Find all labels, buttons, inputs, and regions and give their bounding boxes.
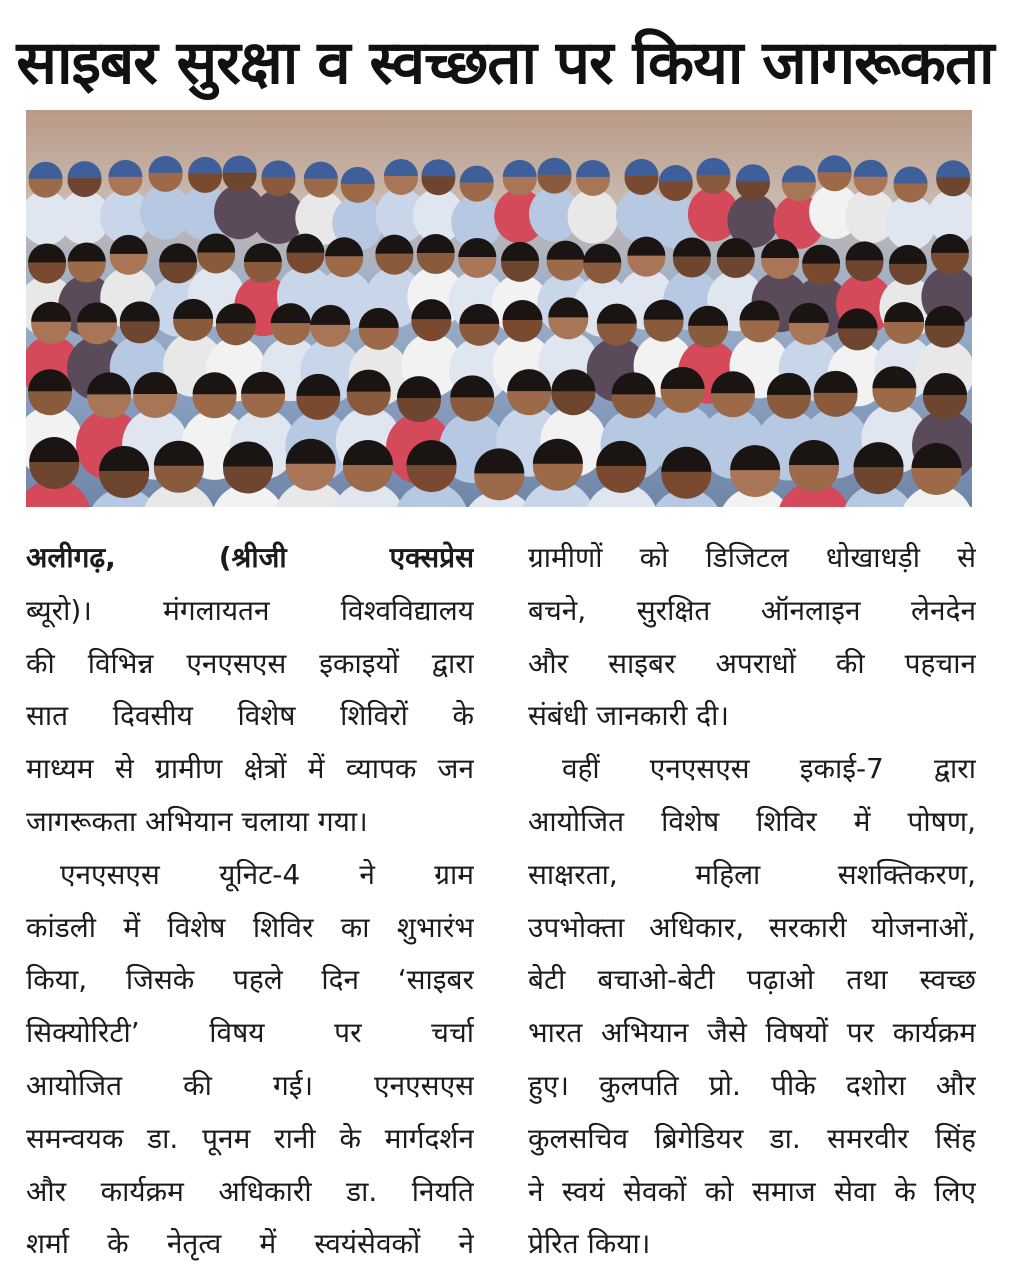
- article-line: अलीगढ़, (श्रीजी एक्सप्रेस: [26, 541, 474, 574]
- person-cap: [188, 157, 222, 174]
- person-hair: [159, 243, 197, 262]
- person-cap: [108, 160, 142, 177]
- article-line: प्रेरित किया।: [528, 1227, 651, 1261]
- article-line: जागरूकता अभियान चलाया गया।: [26, 804, 368, 838]
- article-line: भारत अभियान जैसे विषयों पर कार्यक्रम: [528, 1016, 976, 1050]
- person-hair: [244, 243, 282, 262]
- article-line: सिक्योरिटी’ विषय पर चर्चा: [26, 1016, 474, 1050]
- person-hair: [802, 245, 840, 264]
- article-line: वहीं एनएसएस इकाई-7 द्वारा: [562, 752, 976, 786]
- article-line: आयोजित विशेष शिविर में पोषण,: [528, 804, 976, 838]
- article-line: बचने, सुरक्षित ऑनलाइन लेनदेन: [528, 593, 976, 627]
- person-hair: [28, 243, 66, 262]
- person-hair: [845, 241, 883, 260]
- person-cap: [503, 160, 537, 177]
- article-line: की विभिन्न एनएसएस इकाइयों द्वारा: [26, 646, 474, 680]
- person-cap: [736, 164, 770, 181]
- person-cap: [625, 159, 659, 176]
- person-cap: [537, 158, 571, 175]
- article-line: कांडली में विशेष शिविर का शुभारंभ: [26, 910, 474, 944]
- article-line: और साइबर अपराधों की पहचान: [528, 646, 976, 680]
- person-cap: [304, 162, 338, 179]
- person-cap: [149, 156, 183, 173]
- article-line: कुलसचिव ब्रिगेडियर डा. समरवीर सिंह: [528, 1121, 976, 1155]
- article-line: एनएसएस यूनिट-4 ने ग्राम: [60, 857, 474, 891]
- person-cap: [421, 159, 455, 176]
- person-cap: [854, 160, 888, 177]
- article-line: सात दिवसीय विशेष शिविरों के: [26, 699, 474, 733]
- article-line: और कार्यक्रम अधिकारी डा. नियति: [26, 1174, 474, 1208]
- article-line: ने स्वयं सेवकों को समाज सेवा के लिए: [528, 1174, 976, 1208]
- person-hair: [501, 242, 539, 261]
- person-cap: [460, 166, 494, 183]
- person-cap: [696, 158, 730, 175]
- article-line: ग्रामीणों को डिजिटल धोखाधड़ी से: [528, 541, 976, 574]
- person-hair: [583, 244, 621, 263]
- headline: साइबर सुरक्षा व स्वच्छता पर किया जागरूकता: [16, 28, 994, 98]
- person-cap: [894, 166, 928, 183]
- person-cap: [659, 165, 693, 182]
- article-line: शर्मा के नेतृत्व में स्वयंसेवकों ने: [26, 1227, 474, 1261]
- person-hair: [68, 243, 106, 262]
- article-line: माध्यम से ग्रामीण क्षेत्रों में व्यापक जन: [26, 752, 474, 786]
- person-cap: [384, 159, 418, 176]
- person-body: [568, 189, 619, 243]
- person-cap: [576, 160, 610, 177]
- group-photo-illustration: [26, 110, 972, 507]
- group-photo: [26, 110, 972, 507]
- person-cap: [29, 162, 63, 179]
- person-cap: [936, 160, 970, 177]
- person-hair: [889, 245, 927, 264]
- article-line: किया, जिसके पहले दिन ‘साइबर: [26, 963, 474, 997]
- article-line: हुए। कुलपति प्रो. पीके दशोरा और: [528, 1068, 976, 1102]
- article-line: संबंधी जानकारी दी।: [528, 699, 729, 733]
- article-line: ब्यूरो)। मंगलायतन विश्वविद्यालय: [26, 593, 474, 627]
- person-cap: [341, 167, 375, 184]
- article-line: साक्षरता, महिला सशक्तिकरण,: [528, 857, 976, 891]
- article-right-column: [528, 532, 976, 1271]
- article-line: उपभोक्ता अधिकार, सरकारी योजनाओं,: [528, 910, 976, 944]
- person-cap: [68, 161, 102, 178]
- person-cap: [261, 160, 295, 177]
- article-line: आयोजित की गई। एनएसएस: [26, 1068, 474, 1102]
- article-line: समन्वयक डा. पूनम रानी के मार्गदर्शन: [26, 1121, 474, 1155]
- person-cap: [818, 155, 852, 172]
- article-left-column: [26, 532, 474, 1271]
- article-line: बेटी बचाओ-बेटी पढ़ाओ तथा स्वच्छ: [528, 963, 976, 997]
- person-cap: [223, 156, 257, 173]
- person-cap: [782, 165, 816, 182]
- person-hair: [547, 241, 585, 260]
